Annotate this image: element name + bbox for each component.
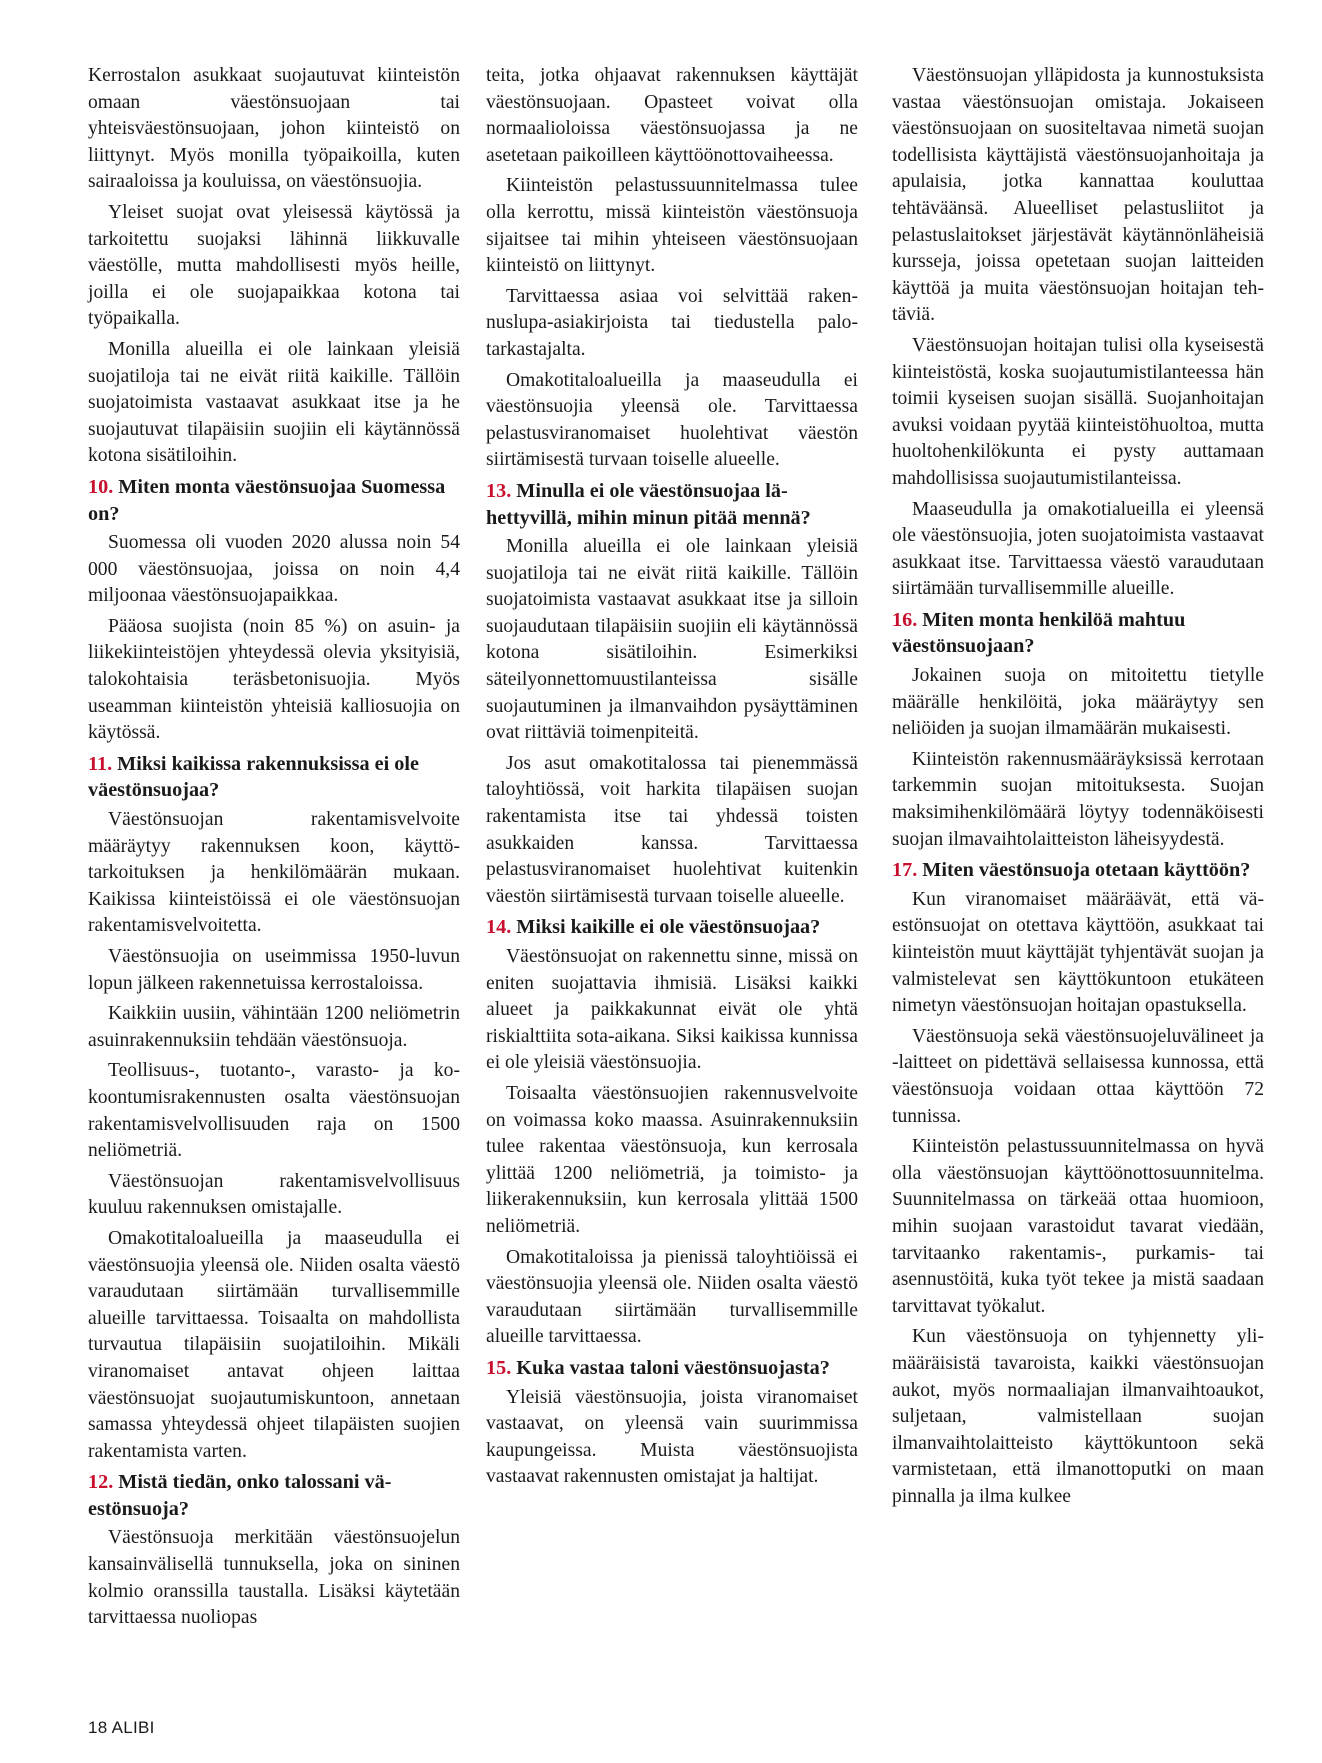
- body-paragraph: Omakotitaloalueilla ja maaseudulla ei väestönsuojia yleensä ole. Niiden osalta väestö varaudutaan siirtämään turvallisemmille alueille tarvittaessa. Toisaalta on mahdollista turvautua tilapäisiin suojatiloihin. Mikäli viranomaiset antavat ohjeen laittaa väestönsuojat suojautumiskuntoon, annetaan samassa yhteydessä ohjeet tilapäisten suojien rakentamista varten.: [88, 1227, 460, 1462]
- body-paragraph: Väestönsuojia on useimmissa 1950-luvun lopun jälkeen rakennetuissa kerrostaloissa.: [88, 946, 460, 994]
- question-number: 15.: [486, 1356, 512, 1379]
- question-heading: [88, 1469, 460, 1522]
- body-paragraph: Jokainen suoja on mitoitettu tietylle määrälle henkilöitä, joka määräytyy sen neliöiden ja suojan ilmamäärän mukaisesti.: [892, 665, 1264, 740]
- body-paragraph: Yleisiä väestönsuojia, joista viranomaiset vastaavat, on yleensä vain suurimmissa kaupungeissa. Muista väestönsuojista vastaavat rakennusten omistajat ja haltijat.: [486, 1386, 858, 1488]
- text-column-2: [486, 63, 858, 1495]
- body-paragraph: Omakotitaloalueilla ja maaseudulla ei väestönsuojia yleensä ole. Tarvittaessa pelastusviranomaiset huolehtivat väestön siirtämisestä turvaan toiselle alueelle.: [486, 369, 858, 471]
- question-number: 11.: [88, 752, 113, 775]
- body-paragraph: Kiinteistön pelastussuunnitelmassa on hyvä olla väestönsuojan käyttöönottosuunnitelma. Suunnitelmassa on tärkeää ottaa huomioon, mihin suojaan varastoidut tavarat viedään, tarvitaanko rakentamis-, purkamis- tai asennustöitä, kuka työt tekee ja mistä saadaan tarvittavat työkalut.: [892, 1136, 1264, 1317]
- body-paragraph: Yleiset suojat ovat yleisessä käytössä ja tarkoitettu suojaksi lähinnä liikkuvalle väestölle, mutta mahdollisesti myös heille, joilla ei ole suojapaikkaa kotona tai työpaikalla.: [88, 201, 460, 330]
- body-paragraph: Väestönsuojat on rakennettu sinne, missä on eniten suojattavia ihmisiä. Lisäksi kaikki alueet ja paikkakunnat eivät ole yhtä riskialttiita sota-aikana. Siksi kaikissa kunnissa ei ole yleisiä väestönsuojia.: [486, 946, 858, 1074]
- question-text: Kuka vastaa taloni väestönsuojasta?: [516, 1356, 830, 1379]
- text-column-3: [892, 63, 1264, 1514]
- body-paragraph: Kerrostalon asukkaat suojautuvat kiinteistön omaan väestönsuojaan tai yhteisväestönsuojaan, johon kiinteistö on liittynyt. Myös monilla työpaikoilla, kuten sairaaloissa ja kouluissa, on väestönsuojia.: [88, 65, 460, 193]
- body-paragraph: Väestönsuojan ylläpidosta ja kunnostuksista vastaa väestönsuojan omistaja. Jokaiseen väestönsuojaan on suositeltavaa nimetä suojan todellisista käyttäjistä väestönsuojanhoitaja ja apulaisia, jotka kannattaa kouluttaa tehtäväänsä. Alueelliset pelastusliitot ja pelastuslaitokset järjestävät käytännönläheisiä kursseja, joissa opetetaan suojan laitteiden käyttöä ja muita väestönsuojan hoitajan tehtäviä.: [892, 65, 1264, 326]
- question-number: 14.: [486, 916, 512, 939]
- body-paragraph: Maaseudulla ja omakotialueilla ei yleensä ole väestönsuojia, joten suojatoimista vastaavat asukkaat itse. Tarvittaessa väestö varaudutaan siirtämään turvallisemmille alueille.: [892, 498, 1264, 600]
- question-text: Miksi kaikille ei ole väestönsuojaa?: [516, 916, 821, 939]
- question-text: Miksi kaikissa rakennuksissa ei ole väestönsuojaa?: [88, 752, 419, 802]
- question-number: 13.: [486, 479, 512, 502]
- body-paragraph: Kiinteistön pelastussuunnitelmassa tulee olla kerrottu, missä kiinteistön väestönsuoja sijaitsee tai mihin yhteiseen väestönsuojaan kiinteistö on liittynyt.: [486, 175, 858, 277]
- body-paragraph: Väestönsuoja merkitään väestönsuojelun kansainvälisellä tunnuksella, joka on sininen kolmio oranssilla taustalla. Lisäksi käytetään tarvittaessa nuoliopas: [88, 1527, 460, 1629]
- body-paragraph: Väestönsuojan rakentamisvelvollisuus kuuluu rakennuksen omistajalle.: [88, 1170, 460, 1219]
- body-paragraph: Omakotitaloissa ja pienissä taloyhtiöissä ei väestönsuojia yleensä ole. Niiden osalta väestö varaudutaan siirtämään turvallisemmille alueille tarvittaessa.: [486, 1246, 858, 1348]
- body-paragraph: Teollisuus-, tuotanto-, varasto- ja kokoontumisrakennusten osalta väestönsuojan rakentamisvelvollisuuden raja on 1500 neliömetriä.: [88, 1060, 460, 1162]
- body-paragraph: Väestönsuojan rakentamisvelvoite määräytyy rakennuksen koon, käyttötarkoituksen ja henkilömäärän mukaan. Kaikissa kiinteistöissä ei ole väestönsuojan rakentamisvelvoitetta.: [88, 809, 460, 937]
- body-paragraph: Tarvittaessa asiaa voi selvittää rakennuslupa-asiakirjoista tai tiedustella palotarkastajalta.: [486, 285, 858, 360]
- question-heading: [892, 857, 1264, 884]
- body-paragraph: Kiinteistön rakennusmääräyksissä kerrotaan tarkemmin suojan mitoituksesta. Suojan maksimihenkilömäärä löytyy todennäköisesti suojan ilmavaihtolaitteiston läheisyydestä.: [892, 748, 1264, 850]
- body-paragraph: Suomessa oli vuoden 2020 alussa noin 54 000 väestönsuojaa, joissa on noin 4,4 miljoonaa väestönsuojapaikkaa.: [88, 532, 460, 607]
- body-paragraph: Pääosa suojista (noin 85 %) on asuin- ja liikekiinteistöjen yhteydessä olevia yksityisiä, talokohtaisia teräsbetonisuojia. Myös useamman kiinteistön yhteisiä kalliosuojia on käytössä.: [88, 615, 460, 744]
- body-paragraph: Jos asut omakotitalossa tai pienemmässä taloyhtiössä, voit harkita tilapäisen suojan rakentamista itse tai yhdessä toisten asukkaiden kanssa. Tarvittaessa pelastusviranomaiset huolehtivat kuitenkin väestön siirtämisestä turvaan toiselle alueelle.: [486, 752, 858, 907]
- page-footer: [88, 1718, 155, 1738]
- body-paragraph: Monilla alueilla ei ole lainkaan yleisiä suojatiloja tai ne eivät riitä kaikille. Tällöin suojatoimista vastaavat asukkaat itse ja he suojautuvat tilapäisiin suojiin eli käytännössä kotona sisätiloihin.: [88, 338, 460, 467]
- question-heading: [486, 478, 858, 531]
- question-text: Miten väestönsuoja otetaan käyttöön?: [922, 859, 1251, 882]
- body-paragraph: Monilla alueilla ei ole lainkaan yleisiä suojatiloja tai ne eivät riitä kaikille. Tällöin suojatoimista vastaavat asukkaat itse ja silloin suojaudutaan tilapäisiin suojiin eli käytännössä kotona sisätiloihin. Esimerkiksi säteilyonnettomuustilanteissa sisälle suojautuminen ja ilmanvaihdon pysäyttäminen ovat riittäviä toimenpiteitä.: [486, 536, 858, 744]
- question-text: Minulla ei ole väestönsuojaa lähettyvillä, mihin minun pitää mennä?: [486, 479, 811, 529]
- question-text: Mistä tiedän, onko talossani väestönsuoja?: [88, 1471, 392, 1520]
- magazine-name: ALIBI: [111, 1718, 155, 1737]
- question-heading: [88, 474, 460, 527]
- question-number: 10.: [88, 475, 114, 498]
- body-paragraph: Väestönsuojan hoitajan tulisi olla kyseisestä kiinteistöstä, koska suojautumistilanteessa hän toimii kyseisen suojan sisällä. Suojanhoitajan avuksi voidaan pyytää kiinteistöhuoltoa, mutta huoltohenkilökunta ei pysty auttamaan mahdollisissa suojautumistilanteissa.: [892, 334, 1264, 489]
- body-paragraph: teita, jotka ohjaavat rakennuksen käyttäjät väestönsuojaan. Opasteet voivat olla normaalioloissa väestönsuojassa ja ne asetetaan paikoilleen käyttöönottovaiheessa.: [486, 65, 858, 166]
- body-paragraph: Väestönsuoja sekä väestönsuojeluvälineet ja -laitteet on pidettävä sellaisessa kunnossa, että väestönsuoja voidaan ottaa käyttöön 72 tunnissa.: [892, 1025, 1264, 1127]
- body-paragraph: Kun väestönsuoja on tyhjennetty ylimääräisistä tavaroista, kaikki väestönsuojan aukot, myös normaaliajan ilmanvaihtoaukot, suljetaan, valmistellaan suojan ilmanvaihtolaitteisto käyttökuntoon sekä varmistetaan, että ilmanottoputki on maan pinnalla ja ilma kulkee: [892, 1326, 1264, 1507]
- body-paragraph: Toisaalta väestönsuojien rakennusvelvoite on voimassa koko maassa. Asuinrakennuksiin tulee rakentaa väestönsuoja, kun kerrosala ylittää 1200 neliömetriä, ja toimisto- ja liikerakennuksiin, kun kerrosala ylittää 1500 neliömetriä.: [486, 1082, 858, 1237]
- question-heading: [486, 914, 858, 941]
- body-paragraph: Kun viranomaiset määräävät, että väestönsuojat on otettava käyttöön, asukkaat tai kiinteistön muut käyttäjät tyhjentävät suojan ja valmistelevat sen käyttökuntoon etukäteen nimetyn väestönsuojan hoitajan opastuksella.: [892, 888, 1264, 1017]
- text-column-1: [88, 63, 460, 1636]
- question-number: 12.: [88, 1471, 114, 1494]
- page-number: 18: [88, 1718, 108, 1737]
- question-number: 17.: [892, 859, 918, 882]
- question-heading: [486, 1355, 858, 1382]
- question-heading: [892, 607, 1264, 660]
- body-paragraph: Kaikkiin uusiin, vähintään 1200 neliömetrin asuinrakennuksiin tehdään väestönsuoja.: [88, 1003, 460, 1051]
- question-text: Miten monta väestönsuojaa Suomessa on?: [88, 475, 446, 525]
- question-heading: [88, 751, 460, 804]
- question-number: 16.: [892, 608, 918, 631]
- question-text: Miten monta henkilöä mahtuu väestönsuojaan?: [892, 608, 1186, 658]
